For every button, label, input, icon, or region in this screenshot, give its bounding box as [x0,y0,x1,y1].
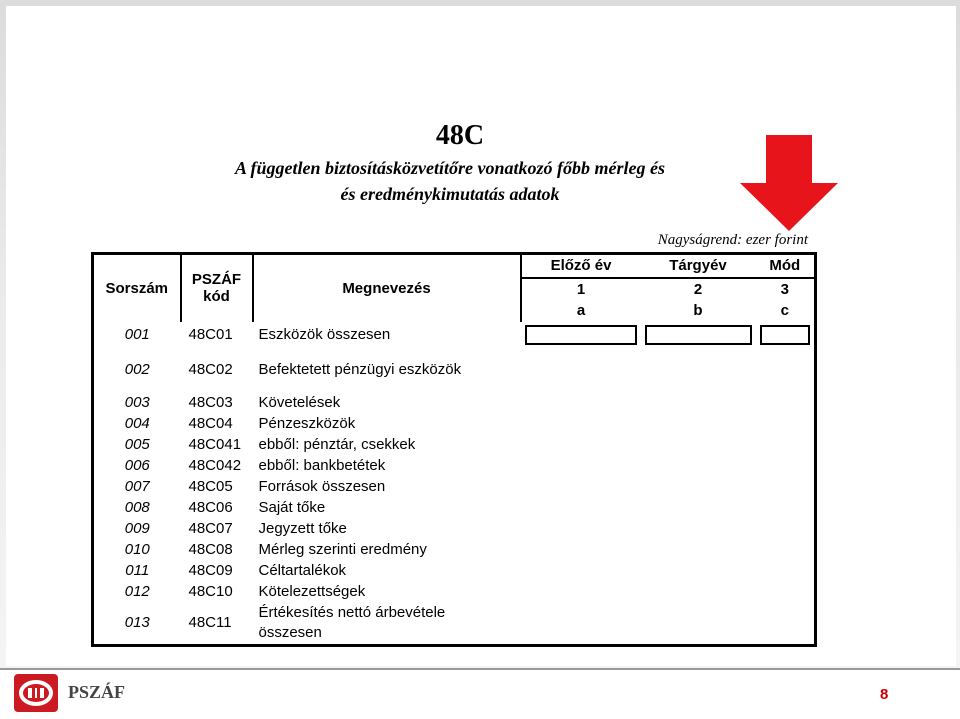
row-code: 48C08 [188,540,233,558]
footer-logo-text: PSZÁF [68,682,126,702]
row-number: 004 [124,414,150,432]
header-letter-a: a [521,300,641,322]
input-box[interactable] [645,325,752,345]
unit-note: Nagyságrend: ezer forint [657,232,808,248]
slide-footer [0,668,960,719]
row-code: 48C10 [188,582,233,600]
table-row [93,560,816,581]
row-number: 003 [124,393,150,411]
row-name: Források összesen [258,477,386,495]
table-row [93,322,816,348]
row-name: Befektetett pénzügyi eszközök [258,361,462,378]
row-number: 013 [124,614,150,632]
row-number: 005 [124,435,150,453]
row-number: 010 [124,540,150,558]
table-row [93,348,816,392]
row-number: 009 [124,519,150,537]
header-megnevezes: Megnevezés [253,254,521,322]
row-code: 48C11 [188,614,232,632]
row-name: Mérleg szerinti eredmény [258,540,427,558]
row-name: Saját tőke [258,498,326,516]
row-name: Jegyzett tőke [258,519,347,537]
table-row [93,602,816,646]
red-down-arrow-icon [740,135,838,231]
header-sorszam: Sorszám [105,279,169,297]
header-col-elozo-ev: Előző év [521,254,641,278]
header-pszaf-line2: kód [203,288,230,306]
row-code: 48C041 [188,435,242,453]
row-number: 012 [124,582,150,600]
header-pszaf-kod [181,254,253,322]
row-name: Értékesítés nettó árbevétele összesen [258,603,446,641]
subtitle-line-2: és eredménykimutatás adatok [340,184,560,204]
row-code: 48C06 [188,498,233,516]
table-row [93,476,816,497]
input-box[interactable] [525,325,637,345]
row-name: ebből: bankbetétek [258,456,386,474]
header-num-1: 1 [521,278,641,300]
row-code: 48C05 [188,477,233,495]
value-cell-a[interactable] [521,322,641,348]
page-number: 8 [880,686,889,703]
row-name: Pénzeszközök [258,414,356,432]
row-code: 48C09 [188,561,233,579]
row-code: 48C042 [188,456,242,474]
row-number: 007 [124,477,150,495]
balance-sheet-table [91,252,817,647]
subtitle-line-1: A független biztosításközvetítőre vonatkozó főbb mérleg és [235,158,665,178]
table-row [93,392,816,413]
row-code: 48C01 [188,326,233,343]
row-code: 48C07 [188,519,233,537]
value-cell-b[interactable] [641,322,756,348]
row-number: 011 [125,561,150,579]
row-number: 001 [124,326,150,343]
header-num-2: 2 [693,280,703,298]
header-col-targyev: Tárgyév [641,254,756,278]
row-name: Követelések [258,393,341,411]
table-row [93,539,816,560]
header-letter-c: c [780,302,789,319]
table-row [93,434,816,455]
row-number: 006 [124,456,150,474]
header-col-mod: Mód [756,254,816,278]
header-pszaf-line1: PSZÁF [191,271,242,289]
header-num-3: 3 [780,280,789,298]
row-code: 48C03 [188,393,233,411]
table-row [93,518,816,539]
row-code: 48C04 [188,414,233,432]
input-box[interactable] [760,325,811,345]
table-row [93,497,816,518]
table-row [93,581,816,602]
pszaf-logo-icon [14,674,58,712]
table-row [93,413,816,434]
header-letter-b: b [693,302,703,319]
row-code: 48C02 [188,361,233,378]
row-number: 008 [124,498,150,516]
page-title: 48C [435,120,485,151]
table-row [93,455,816,476]
row-name: Kötelezettségek [258,582,366,600]
row-name: Céltartalékok [258,561,347,579]
row-number: 002 [124,361,150,378]
row-name: Eszközök összesen [258,326,391,343]
row-name: ebből: pénztár, csekkek [258,435,416,453]
value-cell-c[interactable] [756,322,816,348]
